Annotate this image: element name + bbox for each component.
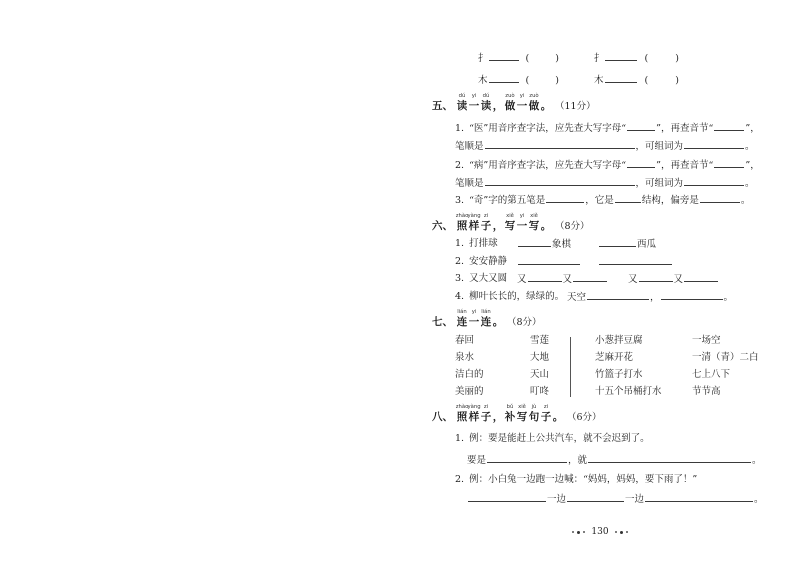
match-right-word: 叮咚 [530, 386, 550, 397]
question-text: ”， [745, 123, 760, 134]
match-phrase-start: 竹篮子打水 [595, 369, 643, 380]
heading-char [456, 92, 468, 113]
pattern-word: 又 [628, 274, 638, 285]
heading-char [456, 308, 468, 329]
hanzi: ， [492, 220, 504, 232]
heading-char [552, 403, 564, 424]
match-left-word: 美丽的 [455, 386, 484, 397]
match-phrase-end: 一清（青）二白 [692, 352, 759, 363]
question-6-4-answer [567, 291, 733, 304]
footer-ornament-dot [620, 531, 623, 534]
example-word: 又大又圆 [469, 273, 508, 284]
question-number: 1. [455, 123, 465, 134]
hanzi: 句 [528, 411, 540, 423]
question-8-2-answer [467, 493, 764, 506]
question-number: 1. [455, 433, 465, 444]
pinyin: yi [519, 213, 525, 219]
answer-blank [528, 273, 562, 282]
hanzi: 写 [504, 220, 516, 232]
question-6-3 [455, 273, 507, 285]
word-suffix: 象棋 [552, 239, 572, 250]
paren-close: ) [555, 53, 559, 64]
hanzi: 子 [540, 411, 552, 423]
hanzi: 。 [540, 100, 552, 112]
answer-blank [587, 291, 649, 300]
hanzi: 样 [468, 220, 480, 232]
answer-blank-words [684, 177, 744, 186]
hanzi: 照 [456, 411, 468, 423]
hanzi: 一 [468, 100, 480, 112]
answer-blank-words [684, 140, 744, 149]
question-text: 。 [745, 141, 755, 152]
question-text: ，可组词为 [635, 178, 684, 189]
question-5-1-strokes [455, 140, 755, 153]
paren-open: ( [525, 53, 530, 64]
section-7-heading [432, 308, 542, 329]
hanzi: 。 [552, 411, 564, 423]
answer-blank-strokes [485, 140, 635, 149]
heading-char [492, 403, 504, 424]
hanzi: 连 [456, 316, 468, 328]
page-footer [560, 526, 640, 538]
match-right-word: 雪莲 [530, 335, 550, 346]
heading-text [456, 92, 552, 113]
hanzi: 做 [504, 100, 516, 112]
match-right-word: 大地 [530, 352, 550, 363]
pinyin: zhào [455, 213, 469, 219]
radical-group [594, 52, 679, 65]
question-text: ”，再查音节“ [656, 123, 714, 134]
footer-ornament-dot [583, 531, 585, 533]
pinyin: yi [519, 93, 525, 99]
radical-group [478, 74, 559, 87]
question-6-1-answer [517, 238, 571, 251]
heading-char [516, 212, 528, 233]
question-text: “病”用音序查字法，应先查大写字母“ [469, 160, 627, 171]
hanzi: 。 [492, 316, 504, 328]
answer-blank-letter [627, 159, 655, 168]
heading-char [492, 308, 504, 329]
pinyin: yi [471, 309, 477, 315]
question-8-1-answer [467, 454, 762, 467]
question-number: 2. [455, 160, 465, 171]
answer-blank-radical [700, 194, 740, 203]
pinyin: zuò [505, 93, 515, 99]
paren-close: ) [675, 75, 679, 86]
match-phrase-start: 芝麻开花 [595, 352, 634, 363]
question-6-2-answer [598, 256, 673, 265]
sentence-word: 一边 [547, 494, 567, 505]
heading-char [516, 403, 528, 424]
hanzi: 子 [480, 220, 492, 232]
hanzi: 写 [516, 411, 528, 423]
heading-char [480, 403, 492, 424]
question-5-2 [455, 159, 760, 172]
heading-text [456, 308, 504, 329]
pinyin: jù [531, 404, 537, 410]
answer-blank-strokes [485, 177, 635, 186]
hanzi: ， [492, 100, 504, 112]
section-score: （6分） [567, 412, 602, 423]
question-5-3 [455, 194, 750, 207]
section-6-heading [432, 212, 590, 233]
answer-blank-stroke [546, 194, 584, 203]
example-word: 打排球 [469, 238, 498, 249]
paren-open: ( [525, 75, 530, 86]
word-suffix: 西瓜 [637, 239, 657, 250]
section-5-heading [432, 92, 596, 113]
hanzi: 子 [480, 411, 492, 423]
heading-char [504, 212, 516, 233]
question-5-1 [455, 122, 760, 135]
pinyin: dú [458, 93, 466, 99]
punctuation: 。 [752, 455, 762, 466]
hanzi: 一 [516, 100, 528, 112]
radical: 扌 [594, 53, 604, 64]
question-6-3-answer [517, 273, 608, 286]
answer-blank-syllable [714, 122, 744, 131]
answer-blank [468, 493, 546, 502]
heading-char [528, 212, 540, 233]
hanzi: 补 [504, 411, 516, 423]
sentence-word: ，就 [568, 455, 588, 466]
match-phrase-end: 七上八下 [692, 369, 731, 380]
pinyin: xiě [518, 404, 526, 410]
punctuation: 。 [723, 292, 734, 303]
answer-blank-letter [627, 122, 655, 131]
question-6-2 [455, 256, 507, 268]
question-6-1-answer [598, 238, 656, 251]
pinyin: yàng [467, 404, 481, 410]
section-number: 七、 [432, 316, 453, 328]
question-6-2-answer [517, 256, 581, 265]
pinyin: zi [483, 213, 489, 219]
section-score: （8分） [507, 317, 542, 328]
question-text: “医”用音序查字法，应先查大写字母“ [469, 123, 627, 134]
pattern-word: 又 [562, 274, 573, 285]
column-divider [570, 337, 571, 397]
example-sentence: 例：要是能赶上公共汽车，就不会迟到了。 [469, 433, 650, 444]
section-number: 五、 [432, 100, 453, 112]
radical: 扌 [478, 53, 488, 64]
question-6-4 [455, 291, 564, 303]
answer-blank [639, 273, 673, 282]
heading-char [468, 308, 480, 329]
answer-blank-structure [615, 194, 641, 203]
question-8-2 [455, 474, 697, 486]
question-text: “奇”字的第五笔是 [469, 195, 546, 206]
match-right-word: 天山 [530, 369, 550, 380]
question-text: ”， [745, 160, 760, 171]
heading-char [480, 308, 492, 329]
heading-char [456, 212, 468, 233]
section-score: （11分） [555, 101, 596, 112]
answer-blank [567, 493, 624, 502]
pattern-word: 又 [673, 274, 684, 285]
answer-blank [518, 238, 551, 247]
example-sentence: 柳叶长长的，绿绿的。 [469, 291, 565, 302]
heading-char [468, 92, 480, 113]
pinyin: dú [482, 93, 490, 99]
question-number: 2. [455, 256, 465, 267]
hanzi: 样 [468, 411, 480, 423]
answer-blank [573, 273, 607, 282]
answer-blank [489, 52, 519, 61]
question-text: 笔顺是 [455, 141, 484, 152]
pattern-word: 又 [517, 274, 527, 285]
hanzi: 。 [540, 220, 552, 232]
section-score: （8分） [555, 221, 590, 232]
pinyin: zi [483, 404, 489, 410]
answer-blank [599, 238, 636, 247]
heading-char [528, 92, 540, 113]
match-phrase-start: 十五个吊桶打水 [595, 386, 662, 397]
hanzi: ， [492, 411, 504, 423]
paren-open: ( [644, 75, 649, 86]
question-number: 3. [455, 195, 465, 206]
heading-char [468, 212, 480, 233]
heading-char [468, 403, 480, 424]
answer-blank [487, 454, 567, 463]
question-text: ，它是 [585, 195, 614, 206]
answer-blank [588, 454, 751, 463]
paren-open: ( [644, 53, 649, 64]
question-text: 结构，偏旁是 [641, 195, 699, 206]
match-phrase-end: 一场空 [692, 335, 721, 346]
footer-ornament-dot [572, 531, 574, 533]
example-sentence: 例：小白兔一边跑一边喊：“妈妈，妈妈，要下雨了！” [469, 474, 698, 485]
question-number: 1. [455, 238, 465, 249]
pinyin: yàng [467, 213, 481, 219]
question-text: ”，再查音节“ [656, 160, 714, 171]
answer-blank [645, 493, 753, 502]
heading-char [540, 92, 552, 113]
question-text: ，可组词为 [635, 141, 684, 152]
pinyin: zhào [455, 404, 469, 410]
pinyin: lián [457, 309, 467, 315]
radical-group [478, 52, 559, 65]
match-phrase-end: 节节高 [692, 386, 721, 397]
footer-ornament-dot [577, 531, 580, 534]
question-6-3-answer [628, 273, 719, 286]
hanzi: 一 [516, 220, 528, 232]
section-number: 六、 [432, 220, 453, 232]
sentence-word: 要是 [467, 455, 487, 466]
sentence-word: 一边 [625, 494, 645, 505]
answer-blank [605, 74, 637, 83]
answer-blank [599, 256, 672, 265]
sentence-start: 天空 [567, 292, 587, 303]
question-6-1 [455, 238, 498, 250]
pinyin: xiě [530, 213, 538, 219]
pinyin: xiě [506, 213, 514, 219]
paren-close: ) [675, 53, 679, 64]
match-left-word: 泉水 [455, 352, 475, 363]
heading-char [492, 212, 504, 233]
heading-char [516, 92, 528, 113]
answer-blank [684, 273, 718, 282]
footer-ornament-dot [626, 531, 628, 533]
heading-char [504, 403, 516, 424]
page-number: 130 [591, 527, 609, 537]
heading-char [492, 92, 504, 113]
heading-char [480, 92, 492, 113]
heading-char [540, 403, 552, 424]
punctuation: ， [650, 292, 660, 303]
pinyin: zi [543, 404, 549, 410]
match-left-word: 春回 [455, 335, 475, 346]
hanzi: 连 [480, 316, 492, 328]
hanzi: 一 [468, 316, 480, 328]
radical: 木 [478, 75, 488, 86]
pinyin: zuò [529, 93, 539, 99]
question-text: 笔顺是 [455, 178, 484, 189]
heading-text [456, 403, 564, 424]
question-number: 3. [455, 273, 465, 284]
question-5-2-strokes [455, 177, 755, 190]
hanzi: 读 [480, 100, 492, 112]
match-phrase-start: 小葱拌豆腐 [595, 335, 643, 346]
answer-blank [489, 74, 519, 83]
radical: 木 [594, 75, 604, 86]
match-left-word: 洁白的 [455, 369, 484, 380]
section-8-heading [432, 403, 602, 424]
example-word: 安安静静 [469, 256, 508, 267]
question-text: 。 [745, 178, 755, 189]
answer-blank [661, 291, 723, 300]
heading-char [528, 403, 540, 424]
answer-blank-syllable [714, 159, 744, 168]
hanzi: 写 [528, 220, 540, 232]
radical-group [594, 74, 679, 87]
question-text: 。 [740, 195, 751, 206]
heading-char [504, 92, 516, 113]
pinyin: lián [481, 309, 491, 315]
heading-text [456, 212, 552, 233]
heading-char [540, 212, 552, 233]
pinyin: bǔ [506, 404, 514, 410]
question-8-1 [455, 433, 650, 445]
answer-blank [518, 256, 580, 265]
pinyin: yi [471, 93, 477, 99]
heading-char [456, 403, 468, 424]
section-number: 八、 [432, 411, 453, 423]
paren-close: ) [555, 75, 559, 86]
footer-ornament-dot [615, 531, 617, 533]
hanzi: 照 [456, 220, 468, 232]
punctuation: 。 [754, 494, 764, 505]
heading-char [480, 212, 492, 233]
question-number: 2. [455, 474, 465, 485]
hanzi: 做 [528, 100, 540, 112]
question-number: 4. [455, 291, 465, 302]
answer-blank [605, 52, 637, 61]
hanzi: 读 [456, 100, 468, 112]
